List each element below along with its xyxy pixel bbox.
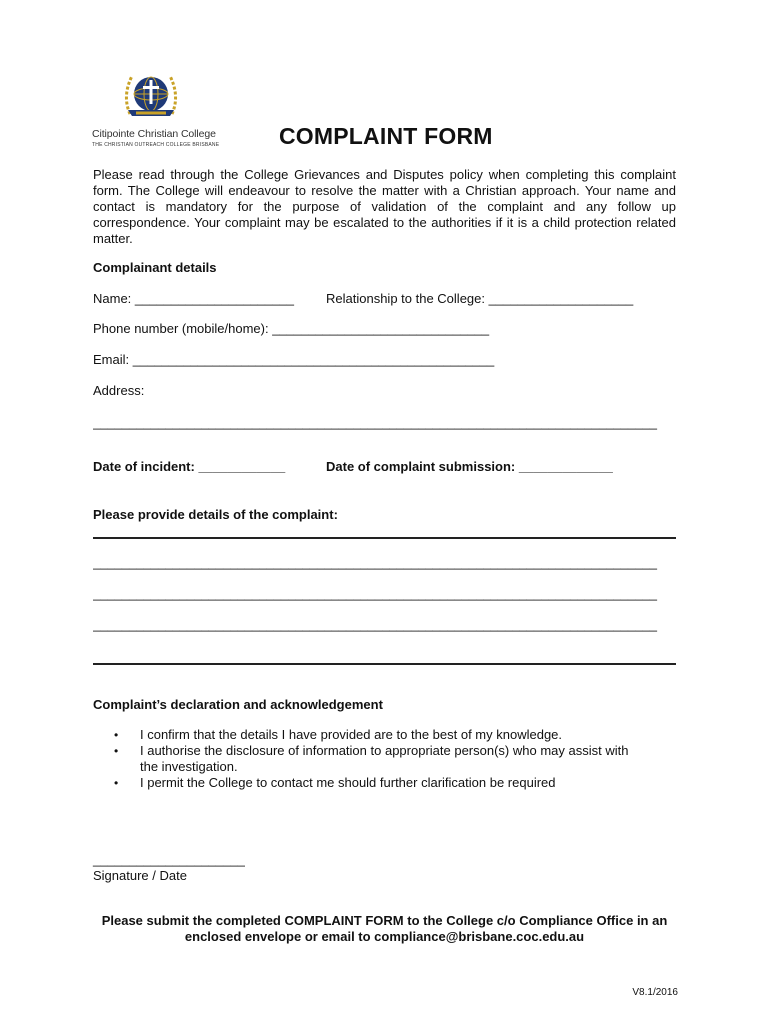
- college-crest-icon: [120, 66, 182, 126]
- declaration-list: [110, 727, 650, 791]
- address-label: Address:: [93, 383, 145, 398]
- details-line-2[interactable]: ______________________________________________________________________________: [93, 586, 657, 601]
- declaration-heading: Complaint’s declaration and acknowledgement: [93, 697, 383, 712]
- page-title: COMPLAINT FORM: [279, 123, 493, 149]
- details-line-1[interactable]: ______________________________________________________________________________: [93, 555, 657, 570]
- declaration-item: [110, 727, 650, 743]
- complainant-heading: Complainant details: [93, 260, 217, 275]
- version-label: V8.1/2016: [632, 987, 678, 998]
- date-of-incident-field[interactable]: Date of incident: ____________: [93, 459, 286, 474]
- declaration-item-text: I confirm that the details I have provided are to the best of my knowledge.: [140, 727, 563, 742]
- bullet-icon: •: [114, 776, 119, 790]
- logo-college-subtitle: THE CHRISTIAN OUTREACH COLLEGE BRISBANE: [92, 142, 220, 148]
- relationship-field[interactable]: Relationship to the College: ____________________: [326, 291, 634, 306]
- details-top-rule: [93, 537, 676, 539]
- name-field[interactable]: Name: ______________________: [93, 291, 294, 306]
- declaration-item-text: I authorise the disclosure of information to appropriate person(s) who may assist with the investigation.: [140, 743, 629, 774]
- logo-college-name: Citipointe Christian College: [92, 128, 216, 140]
- signature-label: Signature / Date: [93, 868, 187, 883]
- details-heading: Please provide details of the complaint:: [93, 507, 338, 522]
- intro-paragraph: Please read through the College Grievances and Disputes policy when completing this complaint form. The College will endeavour to resolve the matter with a Christian approach. Your name and contact is mandatory for the purpose of validation of the complaint and any follow up correspondence. Your complaint may be escalated to the authorities if it is a child protection related matter.: [93, 167, 676, 246]
- submission-instructions: Please submit the completed COMPLAINT FORM to the College c/o Compliance Office in an enclosed envelope or email to compliance@brisbane.coc.edu.au: [101, 913, 668, 944]
- phone-field[interactable]: Phone number (mobile/home): ______________________________: [93, 321, 490, 336]
- date-of-submission-field[interactable]: Date of complaint submission: _____________: [326, 459, 613, 474]
- bullet-icon: •: [114, 744, 119, 758]
- declaration-item: [110, 775, 650, 791]
- bullet-icon: •: [114, 728, 119, 742]
- email-field[interactable]: Email: __________________________________________________: [93, 352, 495, 367]
- details-bottom-rule: [93, 663, 676, 665]
- signature-field[interactable]: _____________________: [93, 852, 245, 867]
- declaration-item: [110, 743, 650, 775]
- college-logo: [92, 66, 220, 150]
- declaration-item-text: I permit the College to contact me should further clarification be required: [140, 775, 556, 790]
- details-line-3[interactable]: ______________________________________________________________________________: [93, 617, 657, 632]
- address-field[interactable]: ______________________________________________________________________________: [93, 415, 657, 430]
